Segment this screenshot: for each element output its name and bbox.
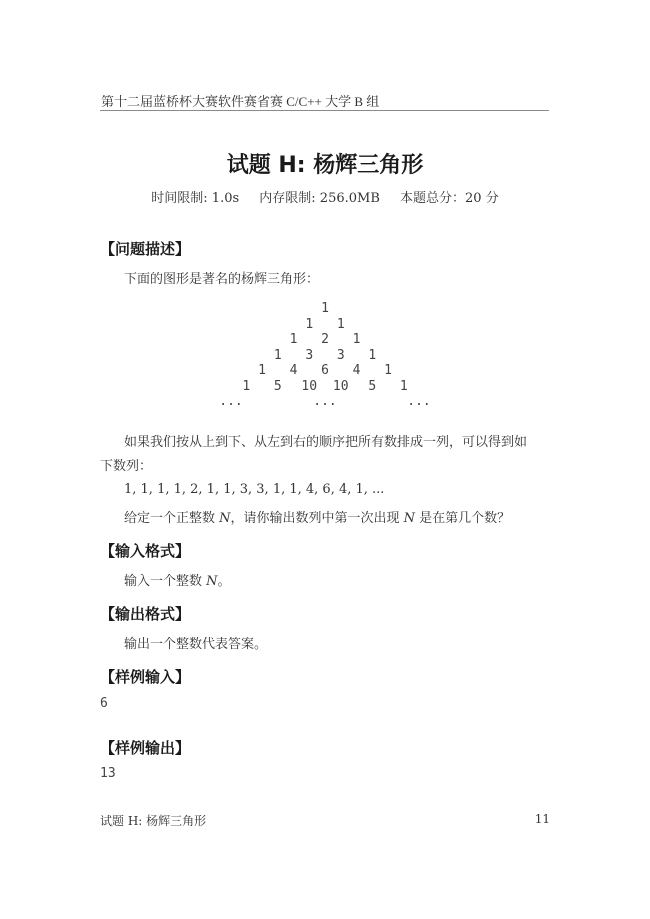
sample-output-value: 13 [100,766,116,781]
triangle-number: 1 [242,378,251,394]
triangle-number: 1 [289,332,298,347]
triangle-number: 3 [336,347,345,363]
output-format-text: 输出一个整数代表答案。 [124,637,268,652]
triangle-ellipsis: ... [219,394,243,409]
triangle-number: 1 [305,316,314,332]
triangle-number: 10 [301,378,318,394]
input-format-text [124,570,231,589]
triangle-number: 1 [352,332,361,347]
input-text-prefix: 输入一个整数 [124,574,207,589]
input-text-suffix: 。 [217,574,231,589]
triangle-number: 2 [321,332,329,347]
question-var2: N [403,511,416,526]
question-line [124,507,510,526]
triangle-number: 5 [368,378,377,394]
sample-input-value: 6 [100,696,108,711]
triangle-number: 4 [352,363,361,378]
triangle-number: 1 [321,301,329,316]
problem-title: 试题 H: 杨辉三角形 [226,153,424,178]
triangle-row [0,363,650,379]
question-prefix: 给定一个正整数 [124,511,220,526]
question-var: N [219,511,231,526]
triangle-ellipsis-row [0,394,650,410]
triangle-number: 4 [289,363,298,378]
page-header: 第十二届蓝桥杯大赛软件赛省赛 C/C++ 大学 B 组 [101,94,380,109]
output-format-heading: 【输出格式】 [100,605,191,623]
time-limit: 时间限制: 1.0s [151,191,240,206]
page-number: 11 [534,812,550,826]
triangle-row [0,379,650,395]
triangle-number: 1 [273,347,282,363]
triangle-number: 1 [336,316,345,332]
triangle-row [0,301,650,317]
triangle-row [0,332,650,348]
triangle-row [0,348,650,364]
sample-output-heading: 【样例输出】 [100,739,191,757]
footer-title: 试题 H: 杨辉三角形 [100,814,207,828]
triangle-number: 1 [368,347,377,363]
total-score: 本题总分：20 分 [400,191,499,206]
triangle-number: 1 [399,378,408,394]
sample-input-heading: 【样例输入】 [100,668,191,686]
problem-description-heading: 【问题描述】 [100,240,191,258]
triangle-ellipsis: ... [407,394,431,409]
limits-line [0,187,650,206]
triangle-ellipsis: ... [313,394,337,409]
sequence-line: 1, 1, 1, 1, 2, 1, 1, 3, 3, 1, 1, 4, 6, 4, 1, ... [124,482,385,497]
input-format-heading: 【输入格式】 [100,542,191,560]
problem-intro: 下面的图形是著名的杨辉三角形： [124,272,320,287]
question-suffix: 是在第几个数？ [415,511,511,526]
question-mid: ，请你输出数列中第一次出现 [230,511,404,526]
input-var: N [206,574,218,589]
triangle-number: 1 [258,363,266,378]
memory-limit: 内存限制: 256.0MB [259,191,380,206]
triangle-number: 5 [273,378,282,394]
triangle-number: 10 [332,378,349,394]
triangle-number: 1 [384,363,392,378]
triangle-number: 6 [321,363,329,378]
header-rule [100,110,549,111]
triangle-number: 3 [305,347,314,363]
problem-paragraph: 如果我们按从上到下、从左到右的顺序把所有数排成一列，可以得到如下数列： [100,435,528,474]
triangle-row [0,317,650,333]
